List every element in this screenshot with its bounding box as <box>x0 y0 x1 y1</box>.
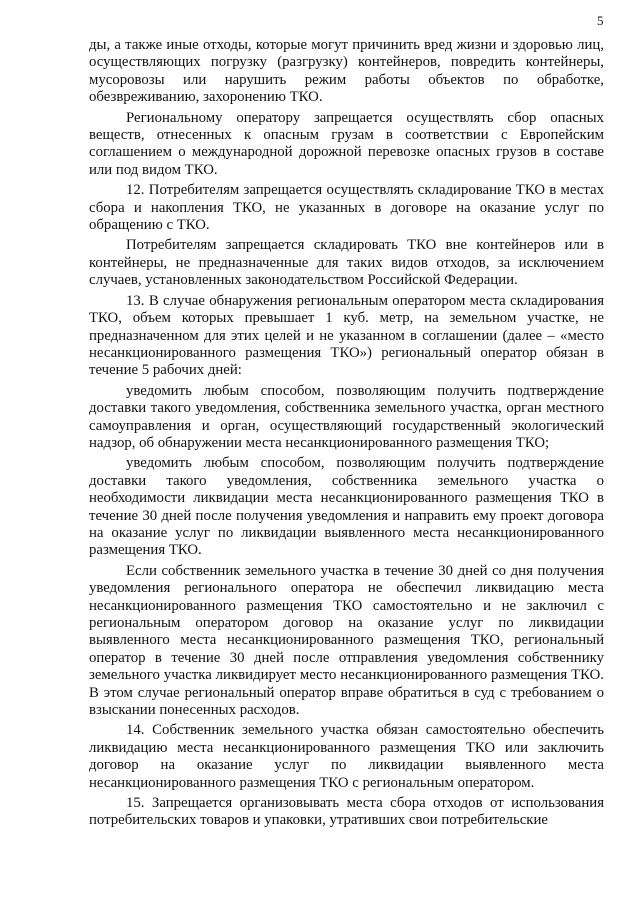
document-body <box>89 37 604 833</box>
paragraph: 12. Потребителям запрещается осуществлять складирование ТКО в местах сбора и накопления ТКО, не указанных в договоре на оказание услуг по обращению с ТКО. <box>89 182 604 234</box>
paragraph: ды, а также иные отходы, которые могут причинить вред жизни и здоровью лиц, осуществляющих погрузку (разгрузку) контейнеров, повредить контейнеры, мусоровозы или нарушить режим работы объектов по обработке, обезвреживанию, захоронению ТКО. <box>89 37 604 106</box>
paragraph: 15. Запрещается организовывать места сбора отходов от использования потребительских товаров и упаковки, утративших свои потребительские <box>89 795 604 829</box>
paragraph: 14. Собственник земельного участка обязан самостоятельно обеспечить ликвидацию места несанкционированного размещения ТКО или заключить договор на оказание услуг по ликвидации выявленного места несанкционированного размещения ТКО с региональным оператором. <box>89 722 604 791</box>
paragraph: уведомить любым способом, позволяющим получить подтверждение доставки такого уведомления, собственника земельного участка, орган местного самоуправления и орган, осуществляющий государственный экологический надзор, об обнаружении места несанкционированного размещения ТКО; <box>89 382 604 451</box>
paragraph: Потребителям запрещается складировать ТКО вне контейнеров или в контейнеры, не предназначенные для таких видов отходов, за исключением случаев, установленных законодательством Российской Федерации. <box>89 237 604 289</box>
paragraph: Если собственник земельного участка в течение 30 дней со дня получения уведомления регионального оператора не обеспечил ликвидацию места несанкционированного размещения ТКО самостоятельно и не заключил с региональным оператором договор на оказание услуг по ликвидации выявленного места несанкционированного размещения ТКО, региональный оператор в течение 30 дней после отправления уведомления собственнику земельного участка ликвидирует место несанкционированного размещения ТКО. В этом случае региональный оператор вправе обратиться в суд с требованием о взыскании понесенных расходов. <box>89 562 604 719</box>
paragraph: Региональному оператору запрещается осуществлять сбор опасных веществ, отнесенных к опасным грузам в соответствии с Европейским соглашением о международной дорожной перевозке опасных грузов в составе или под видом ТКО. <box>89 109 604 178</box>
paragraph: 13. В случае обнаружения региональным оператором места складирования ТКО, объем которых превышает 1 куб. метр, на земельном участке, не предназначенном для этих целей и не указанном в соглашении (далее – «место несанкционированного размещения ТКО») региональный оператор обязан в течение 5 рабочих дней: <box>89 292 604 379</box>
paragraph: уведомить любым способом, позволяющим получить подтверждение доставки такого уведомления, собственника земельного участка о необходимости ликвидации места несанкционированного размещения ТКО в течение 30 дней после получения уведомления и направить ему проект договора на оказание услуг по ликвидации выявленного места несанкционированного размещения ТКО. <box>89 455 604 559</box>
page-number: 5 <box>597 13 604 28</box>
